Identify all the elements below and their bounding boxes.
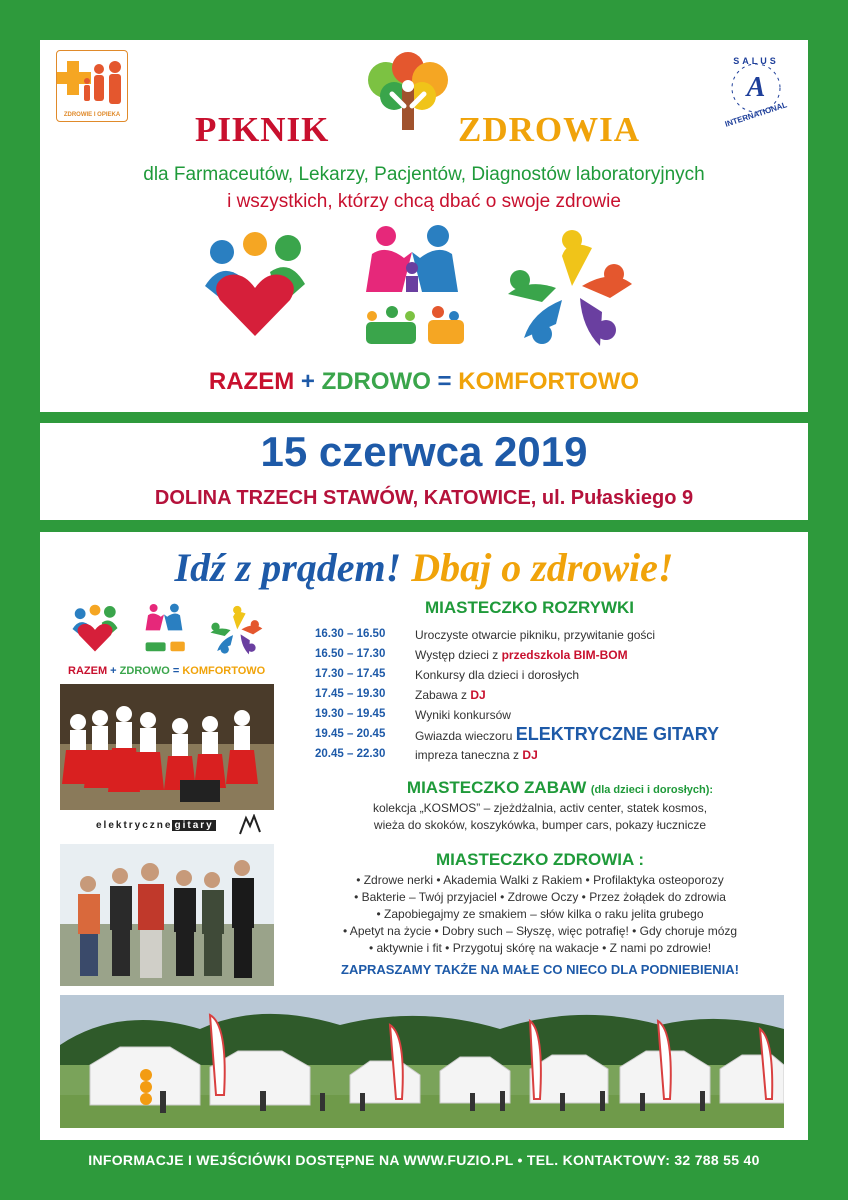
zdrowia-line: • aktywnie i fit • Przygotuj skórę na wakacje • Z nami po zdrowie!	[368, 941, 712, 955]
small-heart-family-icon	[70, 602, 120, 656]
small-slogan-equals: =	[172, 665, 180, 677]
slogan-komfortowo: KOMFORTOWO	[458, 368, 640, 395]
motto	[40, 544, 808, 591]
salus-letter: A	[746, 72, 766, 103]
tree-logo-icon	[358, 50, 458, 134]
band-label-a: elektryczne	[96, 820, 173, 831]
schedule-desc: impreza taneczna z DJ	[415, 748, 538, 762]
tents-photo-image	[60, 995, 784, 1128]
band-photo	[60, 844, 274, 986]
event-place-street: ul. Pułaskiego 9	[541, 487, 694, 509]
small-house-family-icon	[140, 600, 188, 656]
event-date: 15 czerwca 2019	[260, 428, 588, 475]
schedule-row	[315, 665, 775, 685]
event-place-bold: DOLINA TRZECH STAWÓW, KATOWICE,	[154, 487, 537, 509]
schedule-row	[315, 685, 775, 705]
zdrowia-line: • Zapobiegajmy ze smakiem – słów kilka o raku jelita grubego	[376, 907, 704, 921]
slogan	[40, 368, 808, 396]
slogan-plus: +	[300, 368, 315, 395]
salus-bottom-text: INTERNATIONAL	[723, 100, 789, 129]
heart-family-icon	[200, 226, 310, 346]
salus-top-text: SALUS	[733, 56, 779, 66]
zdrowia-line: • Bakterie – Twój przyjaciel • Zdrowe Oczy • Przez żołądek do zdrowia	[354, 890, 726, 904]
family-cross-icon	[57, 51, 129, 111]
schedule-time: 20.45 – 22.30	[315, 748, 386, 760]
motto-part1: Idź z prądem!	[174, 545, 402, 590]
salus-logo	[716, 48, 796, 128]
schedule-time: 17.45 – 19.30	[315, 688, 386, 700]
zabaw-title: MIASTECZKO ZABAW	[406, 778, 587, 797]
event-place	[40, 487, 808, 510]
schedule-row	[315, 745, 775, 765]
schedule-list	[315, 625, 775, 765]
children-stage-photo	[60, 684, 274, 810]
schedule-time: 17.30 – 17.45	[315, 668, 386, 680]
subtitle-line1: dla Farmaceutów, Lekarzy, Pacjentów, Diagnostów laboratoryjnych	[143, 164, 705, 185]
schedule-highlight: DJ	[522, 748, 538, 762]
slogan-razem: RAZEM	[208, 368, 295, 395]
band-logo-icon	[238, 814, 262, 836]
slogan-zdrowo: ZDROWO	[321, 368, 431, 395]
zdrowie-opieka-logo	[56, 50, 128, 122]
people-circle-icon	[502, 228, 636, 352]
children-photo-image	[60, 684, 274, 810]
schedule-time: 19.45 – 20.45	[315, 728, 386, 740]
schedule-highlight: ELEKTRYCZNE GITARY	[515, 724, 720, 744]
motto-part2: Dbaj o zdrowie!	[411, 545, 674, 590]
zabaw-note: (dla dzieci i dorosłych):	[590, 784, 714, 796]
schedule-desc: Zabawa z DJ	[415, 688, 486, 702]
small-slogan	[68, 665, 265, 677]
slogan-equals: =	[437, 368, 452, 395]
zdrowia-line: • Apetyt na życie • Dobry such – Słyszę, więc potrafię! • Gdy choruje mózg	[342, 924, 738, 938]
schedule-desc: Występ dzieci z przedszkola BIM-BOM	[415, 648, 628, 662]
festival-tents-photo	[60, 995, 784, 1128]
small-slogan-razem: RAZEM	[68, 665, 108, 677]
zdrowia-line: • Zdrowe nerki • Akademia Walki z Rakiem • Profilaktyka osteoporozy	[356, 873, 724, 887]
title-zdrowia: ZDROWIA	[458, 110, 641, 149]
small-slogan-zdrowo: ZDROWO	[119, 665, 170, 677]
date-panel	[40, 423, 808, 520]
schedule-desc: Uroczyste otwarcie pikniku, przywitanie gości	[415, 628, 656, 642]
rozrywki-title: MIASTECZKO ROZRYWKI	[425, 598, 635, 617]
small-slogan-plus: +	[110, 665, 117, 677]
schedule-row	[315, 725, 775, 745]
schedule-row	[315, 705, 775, 725]
schedule-time: 19.30 – 19.45	[315, 708, 386, 720]
program-panel	[40, 532, 808, 1140]
zdrowia-title: MIASTECZKO ZDROWIA :	[435, 850, 645, 869]
subtitle-line2: i wszystkich, którzy chcą dbać o swoje zdrowie	[227, 191, 621, 212]
schedule-row	[315, 625, 775, 645]
schedule-row	[315, 645, 775, 665]
band-label-b: gitary	[174, 820, 214, 831]
header-panel	[40, 40, 808, 412]
zabaw-heading	[330, 778, 790, 798]
schedule-highlight: przedszkola BIM-BOM	[501, 648, 628, 662]
schedule-desc: Gwiazda wieczoru ELEKTRYCZNE GITARY	[415, 724, 720, 744]
schedule-desc: Wyniki konkursów	[415, 708, 511, 722]
small-people-circle-icon	[208, 604, 264, 658]
small-slogan-komfortowo: KOMFORTOWO	[182, 665, 266, 677]
schedule-desc: Konkursy dla dzieci i dorosłych	[415, 668, 580, 682]
zabaw-line1: kolekcja „KOSMOS” – zjeżdżalnia, activ center, statek kosmos,	[372, 801, 708, 815]
schedule-time: 16.30 – 16.50	[315, 628, 386, 640]
schedule-time: 16.50 – 17.30	[315, 648, 386, 660]
zabaw-line2: wieża do skoków, koszykówka, bumper cars, pokazy łucznicze	[373, 818, 707, 832]
logo-caption: ZDROWIE I OPIEKA	[63, 112, 121, 118]
band-label	[96, 820, 216, 831]
footer-info: INFORMACJE I WEJŚCIÓWKI DOSTĘPNE NA WWW.FUZIO.PL • TEL. KONTAKTOWY: 32 788 55 40	[88, 1152, 760, 1168]
band-photo-image	[60, 844, 274, 986]
house-family-icon	[352, 224, 472, 348]
schedule-highlight: DJ	[470, 688, 486, 702]
invite-text: ZAPRASZAMY TAKŻE NA MAŁE CO NIECO DLA PODNIEBIENIA!	[341, 962, 739, 977]
title-piknik: PIKNIK	[195, 110, 330, 149]
